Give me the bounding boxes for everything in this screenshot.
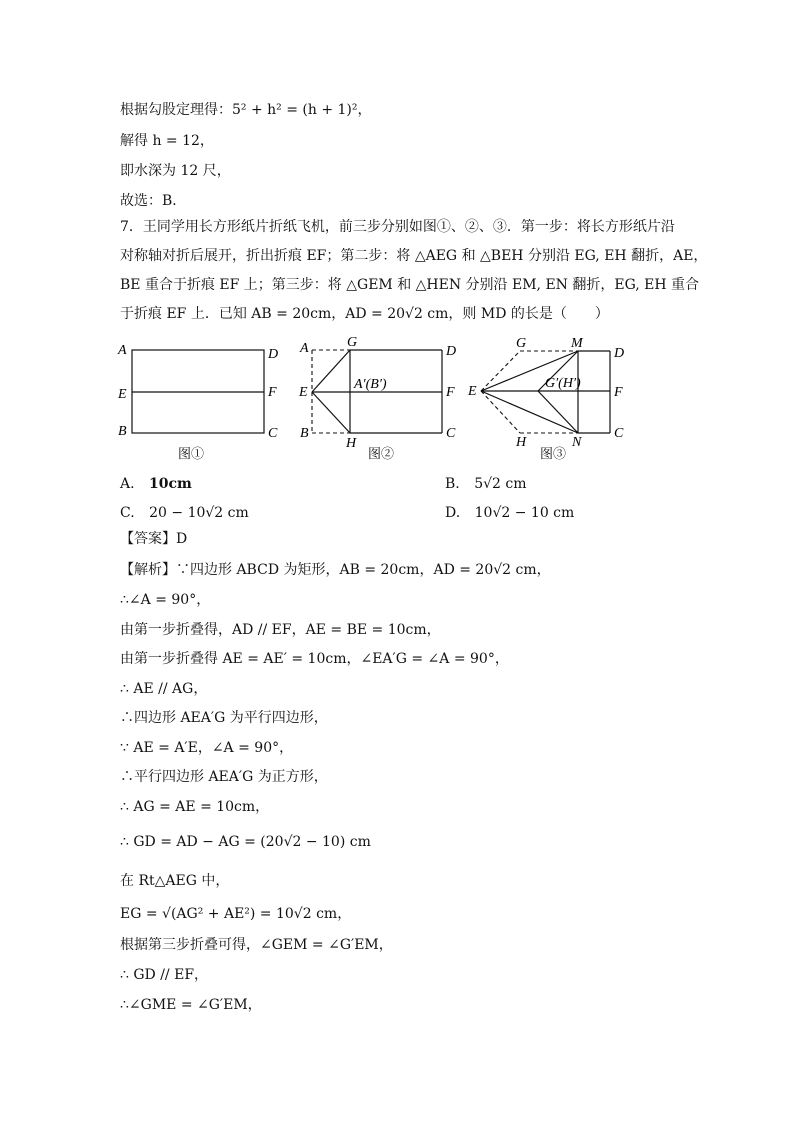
question-line-1: 7．王同学用长方形纸片折纸飞机，前三步分别如图①、②、③．第一步：将长方形纸片沿 [120, 219, 675, 235]
option-b-text: 5√2 cm [474, 476, 527, 492]
analysis-line-1: 【解析】∵四边形 ABCD 为矩形，AB = 20cm，AD = 20√2 cm， [120, 562, 551, 578]
label-B: B [300, 426, 309, 441]
analysis-line-7: ∵ AE = A′E，∠A = 90°， [120, 740, 294, 756]
label-G: G [347, 335, 358, 350]
analysis-line-9: ∴ AG = AE = 10cm， [120, 799, 270, 815]
question-line-3: BE 重合于折痕 EF 上；第三步：将 △GEM 和 △HEN 分别沿 EM, EN 翻折，EG, EH 重合 [120, 277, 700, 293]
label-M: M [571, 336, 583, 351]
label-E: E [299, 385, 308, 400]
label-H: H [516, 435, 527, 450]
label-F: F [614, 385, 623, 400]
option-c-letter: C. [120, 505, 135, 521]
analysis-line-11: 在 Rt△AEG 中， [120, 873, 230, 889]
label-H: H [346, 436, 357, 451]
label-G: G [516, 336, 527, 351]
solution-line-4: 故选：B． [120, 193, 187, 209]
option-b[interactable] [445, 476, 527, 492]
analysis-line-15: ∴∠GME = ∠G′EM， [120, 997, 262, 1013]
question-line-4: 于折痕 EF 上．已知 AB = 20cm，AD = 20√2 cm，则 MD 的长是（ ） [120, 306, 609, 322]
label-A: A [118, 343, 127, 358]
analysis-line-5: ∴ AE // AG， [120, 681, 208, 697]
option-c[interactable] [120, 505, 249, 521]
option-d-letter: D. [445, 505, 461, 521]
option-a-letter: A. [120, 476, 135, 492]
analysis-line-2: ∴∠A = 90°， [120, 592, 211, 608]
figure-3-caption: 图③ [540, 447, 567, 462]
label-C: C [614, 426, 624, 441]
label-B: B [118, 424, 127, 439]
label-C: C [268, 426, 278, 441]
analysis-line-12: EG = √(AG² + AE²) = 10√2 cm， [120, 906, 352, 922]
label-F: F [446, 385, 455, 400]
option-b-letter: B. [445, 476, 460, 492]
analysis-line-4: 由第一步折叠得 AE = AE′ = 10cm，∠EA′G = ∠A = 90°， [120, 651, 509, 667]
question-line-2: 对称轴对折后展开，折出折痕 EF；第二步：将 △AEG 和 △BEH 分别沿 EG, EH 翻折，AE， [120, 248, 708, 264]
label-F: F [268, 385, 277, 400]
figure-2-caption: 图② [368, 447, 395, 462]
solution-line-1: 根据勾股定理得：5² + h² = (h + 1)²， [120, 102, 372, 118]
label-D: D [446, 344, 457, 359]
analysis-line-3: 由第一步折叠得，AD // EF，AE = BE = 10cm， [120, 622, 441, 638]
option-c-text: 20 − 10√2 cm [149, 505, 249, 521]
option-a-text: 10cm [149, 476, 192, 492]
label-N: N [572, 435, 582, 450]
label-G-prime: G′(H′) [545, 376, 581, 391]
label-A-prime: A′(B′) [354, 377, 387, 392]
label-A: A [300, 341, 309, 356]
analysis-line-8: ∴平行四边形 AEA′G 为正方形， [120, 769, 328, 785]
option-d[interactable] [445, 505, 574, 521]
answer-line: 【答案】D [120, 531, 188, 547]
label-E: E [118, 387, 127, 402]
figure-1-caption: 图① [178, 447, 205, 462]
label-D: D [614, 346, 625, 361]
analysis-line-6: ∴四边形 AEA′G 为平行四边形， [120, 710, 328, 726]
analysis-line-10: ∴ GD = AD − AG = (20√2 − 10) cm [120, 834, 371, 850]
label-D: D [268, 347, 279, 362]
label-E: E [468, 384, 477, 399]
solution-line-2: 解得 h = 12， [120, 133, 214, 149]
solution-line-3: 即水深为 12 尺， [120, 163, 231, 179]
option-d-text: 10√2 − 10 cm [474, 505, 575, 521]
analysis-line-13: 根据第三步折叠可得，∠GEM = ∠G′EM， [120, 937, 393, 953]
label-C: C [446, 426, 456, 441]
option-a[interactable] [120, 476, 192, 492]
analysis-line-14: ∴ GD // EF， [120, 967, 209, 983]
